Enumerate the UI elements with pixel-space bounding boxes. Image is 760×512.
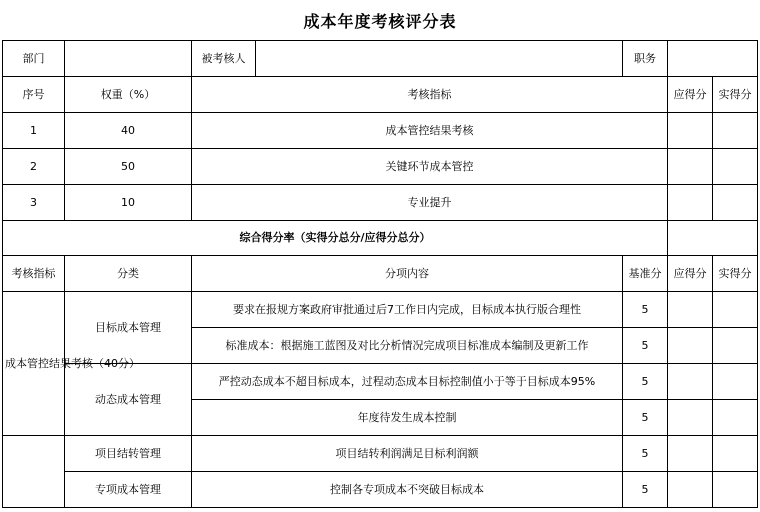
- detail-should-score-cell[interactable]: [668, 436, 713, 472]
- detail-should-score-cell[interactable]: [668, 292, 713, 328]
- detail-content: 控制各专项成本不突破目标成本: [192, 472, 623, 508]
- col-weight: 权重（%）: [65, 77, 192, 113]
- detail-row: [3, 436, 758, 472]
- detail-row: [3, 292, 758, 328]
- actual-score-cell[interactable]: [713, 113, 758, 149]
- category-project-transfer: 项目结转管理: [65, 436, 192, 472]
- actual-score-cell[interactable]: [713, 185, 758, 221]
- row-no: 1: [3, 113, 65, 149]
- detail-base-score: 5: [623, 472, 668, 508]
- detail-content: 项目结转利润满足目标利润额: [192, 436, 623, 472]
- detail-group-continuation: [3, 436, 65, 508]
- sheet-title: 成本年度考核评分表: [303, 11, 457, 31]
- detail-base-score: 5: [623, 328, 668, 364]
- summary-row: [3, 185, 758, 221]
- row-weight: 40: [65, 113, 192, 149]
- category-dynamic-cost: 动态成本管理: [65, 364, 192, 436]
- detail-content: 要求在报规方案政府审批通过后7工作日内完成，目标成本执行版合理性: [192, 292, 623, 328]
- col-indicator: 考核指标: [192, 77, 668, 113]
- col-actual-score: 实得分: [713, 77, 758, 113]
- row-weight: 50: [65, 149, 192, 185]
- detail-actual-score-cell[interactable]: [713, 364, 758, 400]
- detail-content: 严控动态成本不超目标成本，过程动态成本目标控制值小于等于目标成本95%: [192, 364, 623, 400]
- row-indicator: 专业提升: [192, 185, 668, 221]
- detail-row: [3, 472, 758, 508]
- row-indicator: 关键环节成本管控: [192, 149, 668, 185]
- detail-content: 标准成本：根据施工蓝图及对比分析情况完成项目标准成本编制及更新工作: [192, 328, 623, 364]
- col-should-score: 应得分: [668, 77, 713, 113]
- header-row: [3, 41, 758, 77]
- detail-actual-score-cell[interactable]: [713, 328, 758, 364]
- should-score-cell[interactable]: [668, 113, 713, 149]
- summary-row: [3, 149, 758, 185]
- position-label: 职务: [623, 41, 668, 77]
- detail-should-score-cell[interactable]: [668, 400, 713, 436]
- detail-base-score: 5: [623, 400, 668, 436]
- detail-should-score-cell[interactable]: [668, 472, 713, 508]
- detail-header-row: [3, 256, 758, 292]
- detail-actual-score-cell[interactable]: [713, 472, 758, 508]
- should-score-cell[interactable]: [668, 149, 713, 185]
- should-score-cell[interactable]: [668, 185, 713, 221]
- row-no: 3: [3, 185, 65, 221]
- overall-rate-value-cell[interactable]: [668, 221, 758, 256]
- detail-actual-score-cell[interactable]: [713, 436, 758, 472]
- score-table: [2, 40, 758, 508]
- examinee-label: 被考核人: [192, 41, 256, 77]
- col-detail-indicator: 考核指标: [3, 256, 65, 292]
- col-base-score: 基准分: [623, 256, 668, 292]
- overall-rate-label: 综合得分率（实得分总分/应得分总分）: [3, 221, 668, 256]
- detail-content: 年度待发生成本控制: [192, 400, 623, 436]
- detail-should-score-cell[interactable]: [668, 328, 713, 364]
- row-weight: 10: [65, 185, 192, 221]
- category-special-cost: 专项成本管理: [65, 472, 192, 508]
- position-value-cell[interactable]: [668, 41, 758, 77]
- col-no: 序号: [3, 77, 65, 113]
- detail-group-label: 成本管控结果考核（40分）: [3, 292, 65, 436]
- col-detail-actual-score: 实得分: [713, 256, 758, 292]
- category-target-cost: 目标成本管理: [65, 292, 192, 364]
- detail-base-score: 5: [623, 364, 668, 400]
- summary-row: [3, 113, 758, 149]
- col-category: 分类: [65, 256, 192, 292]
- row-no: 2: [3, 149, 65, 185]
- detail-actual-score-cell[interactable]: [713, 400, 758, 436]
- summary-header-row: [3, 77, 758, 113]
- row-indicator: 成本管控结果考核: [192, 113, 668, 149]
- col-content: 分项内容: [192, 256, 623, 292]
- detail-base-score: 5: [623, 292, 668, 328]
- detail-should-score-cell[interactable]: [668, 364, 713, 400]
- dept-value-cell[interactable]: [65, 41, 192, 77]
- overall-rate-row: [3, 221, 758, 256]
- col-detail-should-score: 应得分: [668, 256, 713, 292]
- detail-base-score: 5: [623, 436, 668, 472]
- examinee-value-cell[interactable]: [256, 41, 623, 77]
- actual-score-cell[interactable]: [713, 149, 758, 185]
- detail-actual-score-cell[interactable]: [713, 292, 758, 328]
- dept-label: 部门: [3, 41, 65, 77]
